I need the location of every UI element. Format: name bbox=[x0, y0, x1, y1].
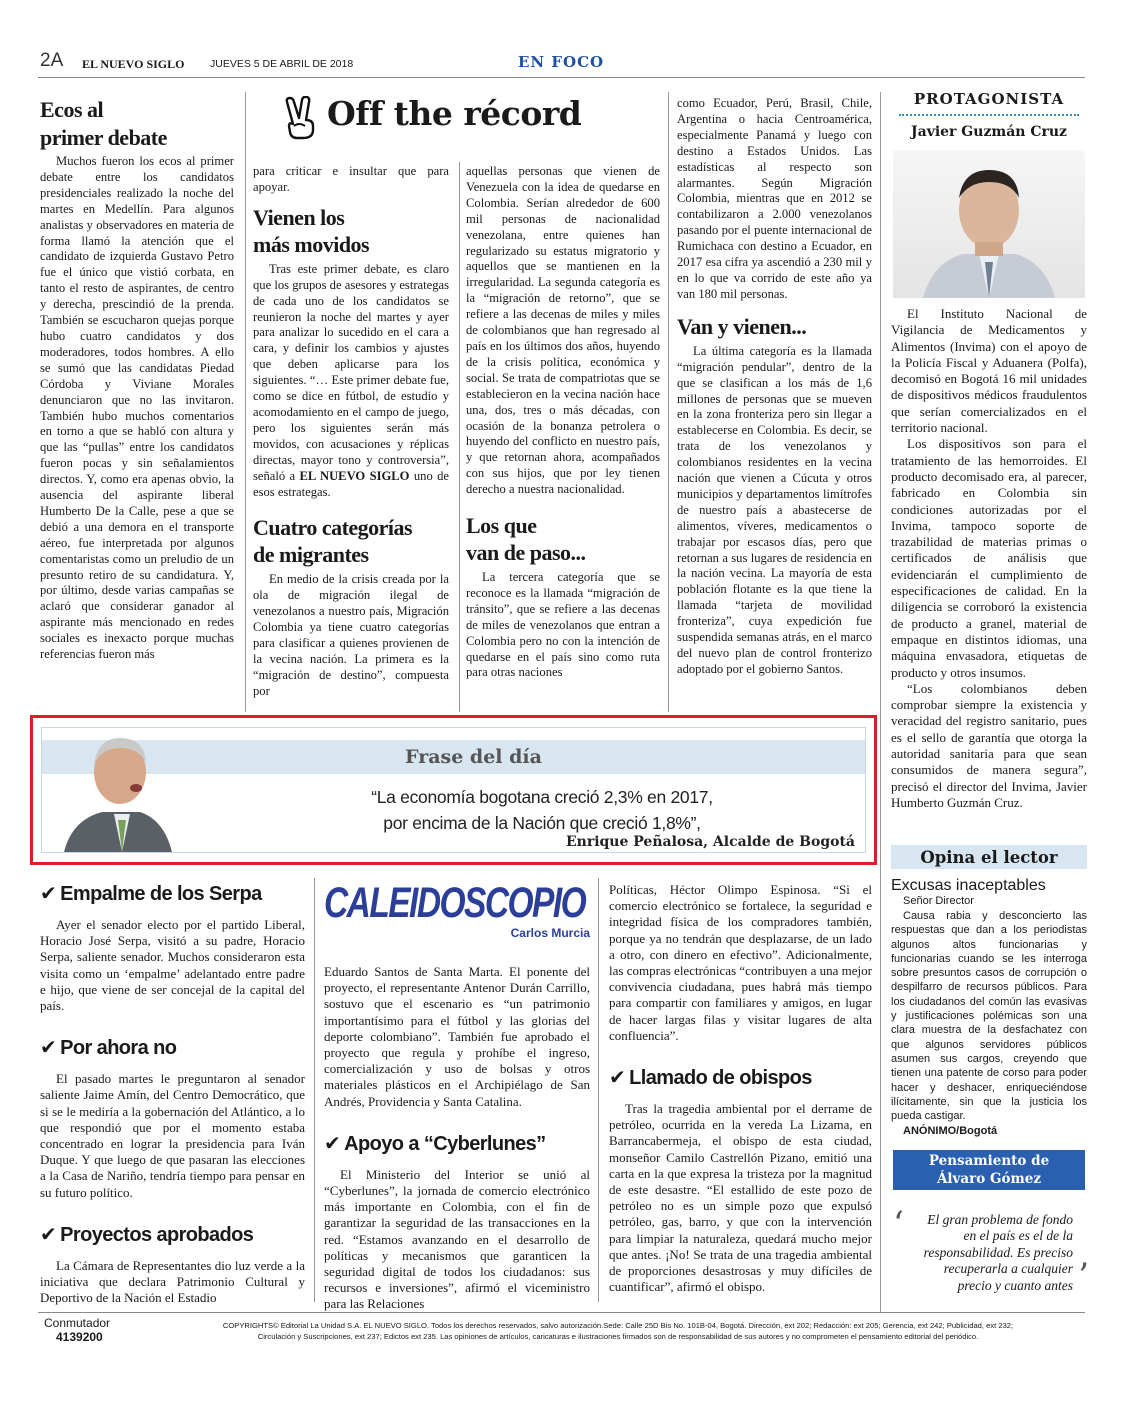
frase-quote: “La economía bogotana creció 2,3% en 2017, por encima de la Nación que creció 1,8%”, bbox=[371, 787, 713, 833]
frase-photo bbox=[60, 722, 180, 852]
caleidoscopio-title: CALEIDOSCOPIO bbox=[324, 879, 586, 927]
opina-signature: ANÓNIMO/Bogotá bbox=[903, 1125, 998, 1138]
opina-box bbox=[891, 845, 1087, 1137]
proyectos-title: ✔ Proyectos aprobados bbox=[40, 1221, 254, 1246]
ecos-article bbox=[40, 96, 234, 718]
empalme-body: Ayer el senador electo por el partido Liberal, Horacio José Serpa, visitó a su padre, Horacio Serpa, saliente senador. Muchos consideraron esta visita como un ‘empalme’ adelantado entre padre e hijo, que viene de ser concejal de la capital del país. bbox=[40, 917, 305, 1014]
opina-label: Opina el lector bbox=[891, 845, 1087, 869]
migration-col3 bbox=[466, 164, 660, 682]
van-paso-title: Los que van de paso... bbox=[466, 513, 586, 566]
off-record-heading bbox=[283, 94, 623, 144]
por-ahora-title: ✔ Por ahora no bbox=[40, 1035, 177, 1060]
por-ahora-body: El pasado martes le preguntaron al senador saliente Jaime Amín, del Centro Democrático, que si se le mediría a la gobernación del Atlántico, a lo que respondió que por el momento estaba concentrado en lograr la presidencia para Iván Duque. Y que luego de que pasaran las elecciones a la Casa de Nariño, tendría tiempo para pensar en su futuro político. bbox=[40, 1071, 305, 1200]
bottom-col1 bbox=[40, 880, 305, 1306]
opina-title: Excusas inaceptables bbox=[891, 877, 1046, 894]
pensamiento-quote: El gran problema de fondo en el país es el de la responsabilidad. Es preciso recuperarla a cualquier precio y cuanto antes bbox=[923, 1212, 1073, 1293]
frase-title: Frase del día bbox=[405, 746, 542, 768]
apoyo-title: ✔ Apoyo a “Cyberlunes” bbox=[324, 1130, 546, 1155]
protagonista-photo bbox=[893, 150, 1085, 298]
page-number: 2A bbox=[40, 50, 64, 71]
protagonista-label: PROTAGONISTA bbox=[913, 90, 1065, 108]
caleidoscopio-body: Eduardo Santos de Santa Marta. El ponente del proyecto, el representante Antenor Durán Carrillo, sostuvo que el escenario es “un patrimonio importantísimo para el fútbol y las glorias del deporte colombiano”. También fue aprobado el proyecto que regula y prohíbe el ingreso, comercialización y uso de bolsas y otros materiales plásticos en el Archipiélago de San Andrés, Providencia y Santa Catalina. bbox=[324, 964, 590, 1109]
close-quote-icon: ’ bbox=[1078, 1256, 1089, 1296]
section-name: EN FOCO bbox=[518, 53, 605, 71]
empalme-title: ✔ Empalme de los Serpa bbox=[40, 881, 262, 905]
portrait-icon bbox=[60, 722, 180, 852]
cuatro-title: Cuatro categorías de migrantes bbox=[253, 515, 413, 568]
portrait-icon bbox=[893, 150, 1085, 298]
vienen-body: Tras este primer debate, es claro que los grupos de asesores y estrategas de cada uno de los candidatos se reunieron la noche del martes y ayer para analizar lo sucedido en el cara a cara, y definir los cambios y ajustes que deben aplicarse para los siguientes. “… Este primer debate fue, como se dice en fútbol, de estudio y acomodamiento en el campo de juego, pero los siguientes serán más movidos, con acusaciones y réplicas directas, mayor tono y controversia”, señaló a EL NUEVO SIGLO uno de esos estrategas. bbox=[253, 261, 449, 499]
ecos-body: Muchos fueron los ecos al primer debate entre los candidatos presidenciales realizado la noche del martes en Medellín. Para algunos analistas y observadores en materia de forma llamó la atención que el candidato de izquierda Gustavo Petro fue el único que vistió corbata, en tanto el resto de aspirantes, de centro y derecha, prescindió de la prenda. También se escucharon quejas porque hubo cuatro candidatos y dos moderadores, todos hombres. A ello se sumó que las candidatas Piedad Córdoba y Viviane Morales denunciaron que no las invitaron. También hubo muchos comentarios en torno a que se habló con altura y que las “pullas” entre los candidatos fueron pocas y sin señalamientos directos. Y, como era apenas obvio, la ausencia del aspirante liberal Humberto De la Calle, pese a que se debió a una demora en el transporte aéreo, fue interpretada por algunos comentaristas como un preludio de un presunto retiro de su candidatura. Y, por último, desde varias campañas se aclaró que considerar ganador al aspirante más mencionado en redes sociales es inexacto porque muchas referencias fueron más bbox=[40, 154, 234, 662]
vienen-lead: para criticar e insultar que para apoyar. bbox=[253, 164, 449, 194]
col3-body: aquellas personas que vienen de Venezuela con la idea de quedarse en Colombia. Serían alrededor de 600 mil personas de nacionalidad venezolana, entre quienes han regularizado su estatus migratorio y aquellos que se mantienen en la irregularidad. La segunda categoría es la “migración de retorno”, que se refiere a las decenas de miles y miles de colombianos que han regresado al país en los últimos dos años, huyendo de la crisis política, económica y social. Se trata de compatriotas que se establecieron en la vecina nación hace una, dos, tres o más décadas, con ocasión de la bonanza petrolera o huyendo del conflicto en nuestro país, y que retornan ahora, acompañados con sus hijos, que por ley tienen derecho a nuestra nacionalidad. bbox=[466, 164, 660, 497]
conmutador: Conmutador 4139200 bbox=[44, 1316, 111, 1344]
llamado-title: ✔ Llamado de obispos bbox=[609, 1065, 812, 1090]
col4-body: como Ecuador, Perú, Brasil, Chile, Argentina o hacia Centroamérica, especialmente Panamá y luego con destino a Estados Unidos. Las estadísticas al respecto son alarmantes. Según Migración Colombia, mientras que en 2012 se contabilizaron a 2.000 venezolanos pasando por el puente internacional de Rumichaca con destino a Ecuador, en 2017 esa cifra ya ascendió a 230 mil y en lo que va corrido de este año ya van 180 mil personas. bbox=[677, 96, 872, 301]
caleidoscopio-column bbox=[324, 876, 590, 1313]
pensamiento-box bbox=[893, 1150, 1089, 1296]
issue-date: JUEVES 5 DE ABRIL DE 2018 bbox=[210, 58, 354, 70]
footer-copyright: COPYRIGHTS© Editorial La Unidad S.A. EL NUEVO SIGLO. Todos los derechos reservados, salvo autorización.Sede: Calle 25D Bis No. 101B-04, Bogotá. Dirección, ext 202; Redacción: ext 205; Gerencia, ext 242; Publicidad, ext 232; Circulación y Suscripciones, ext 237; Edictos ext 235. Las opiniones de artículos, caricaturas e ilustraciones firmados son de responsabilidad de sus autores y no comprometen el pensamiento editorial del periódico. bbox=[222, 1321, 1014, 1341]
open-quote-icon: ‘ bbox=[893, 1204, 904, 1244]
protagonista-body: El Instituto Nacional de Vigilancia de Medicamentos y Alimentos (Invima) con el apoyo de la Policía Fiscal y Aduanera (Polfa), decomisó en Bogotá 16 mil unidades de dispositivos médicos fraudulentos que serían comercializados en el territorio nacional. Los dispositivos son para el tratamiento de las hemorroides. El producto decomisado era, al parecer, fabricado en Colombia sin condiciones autorizadas por el Invima, tampoco soporte de trazabilidad de materias primas o certificados de análisis que evidenciarán el cumplimiento de especificaciones de calidad. En la diligencia se corroboró la existencia de producto a granel, material de empaque en distintos idiomas, una máquina envasadora, etiquetas de producto y otros insumos. “Los colombianos deben comprobar siempre la existencia y veracidad del registro sanitario, pues es el sello de garantía que otorga la autoridad sanitaria para que sean consumidos de manera segura”, precisó el director del Invima, Javier Humberto Guzmán Cruz. bbox=[891, 306, 1087, 810]
col4-body2: La última categoría es la llamada “migración pendular”, dentro de la que se clasifican a los más de 1,6 millones de personas que se mueven en la zona fronteriza pero sin llegar a establecerse en Colombia. Es decir, se trata de los venezolanos y colombianos residentes en la vecina nación que vienen a Cúcuta y otros municipios y departamentos limítrofes de nuestro país a abastecerse de alimentos, víveres, medicamentos o trabajar por escasos días, pero que retornan a sus lugares de residencia en la nación vecina. La mayoría de esta población flotante es la que tiene la llamada “tarjeta de movilidad fronteriza”, cuya expedición fue suspendida semanas atrás, en el marco del nuevo plan de control fronterizo adoptado por el gobierno Santos. bbox=[677, 343, 872, 676]
paper-name: EL NUEVO SIGLO bbox=[82, 57, 185, 71]
footer bbox=[40, 1316, 1085, 1348]
ecos-title: Ecos al primer debate bbox=[40, 97, 167, 150]
col3-body2: La tercera categoría que se reconoce es la llamada “migración de tránsito”, que se refiere a las decenas de miles de venezolanos que entran a Colombia pero no con la intención de quedarse en el país sino como ruta para otras naciones bbox=[466, 570, 660, 680]
van-vienen-title: Van y vienen... bbox=[677, 313, 807, 339]
page-header bbox=[38, 52, 1085, 78]
bottom-col3 bbox=[609, 882, 872, 1295]
opina-body: Causa rabia y desconcierto las respuestas que dan a los periodistas algunos altos funcionarias y funcionarias cuando se les interroga sobre presuntos casos de corrupción o despilfarro de recursos públicos. Para los ciudadanos del común las evasivas y justificaciones polémicas son una clara muestra de la desfachatez con que algunos servidores públicos asumen sus cargos, creyendo que tienen una patente de corso para poder hacer y deshacer, enriqueciéndose ilícitamente, sin que la justicia los pueda castigar. bbox=[891, 910, 1087, 1123]
cuatro-body: En medio de la crisis creada por la ola de migración ilegal de venezolanos a nuestro país, Migración Colombia ya tiene cuatro categorías para clasificar a quienes provienen de la vecina nación. La primera es la “migración de destino”, compuesta por bbox=[253, 572, 449, 698]
checkmark-icon: ✔ bbox=[40, 881, 57, 905]
victory-hand-icon bbox=[283, 96, 317, 140]
col-right-bottom-body: Políticas, Héctor Olimpo Espinosa. “Si el comercio electrónico se fortalece, la seguridad e integridad física de los compradores también, porque ya no tendrán que desplazarse, de un lado a otro, con dinero en efectivo”. Adicionalmente, las compras electrónicas “contribuyen a una mejor convivencia ciudadana, pues habrá más tiempo para compartir con familiares y amigos, en lugar de hacer largas filas y visitar lugares de alta confluencia”. bbox=[609, 882, 872, 1043]
pensamiento-label: Pensamiento de Álvaro Gómez bbox=[893, 1150, 1085, 1190]
frase-author: Enrique Peñalosa, Alcalde de Bogotá bbox=[565, 834, 855, 850]
frase-del-dia-box bbox=[30, 715, 877, 865]
proyectos-body: La Cámara de Representantes dio luz verde a la iniciativa que declara Patrimonio Cultural y Deportivo de la Nación el Estadio bbox=[40, 1257, 305, 1306]
checkmark-icon: ✔ bbox=[324, 1130, 341, 1155]
apoyo-body: El Ministerio del Interior se unió al “Cyberlunes”, la jornada de comercio electrónico más importante en Colombia, con el fin de garantizar la seguridad de las transacciones en la red. “Estamos avanzando en el desarrollo de políticas y mecanismos que garanticen la seguridad digital de todos los ciudadanos: sus recursos e inversiones”, afirmó el viceministro para las Relaciones bbox=[324, 1166, 590, 1312]
checkmark-icon: ✔ bbox=[40, 1035, 57, 1060]
checkmark-icon: ✔ bbox=[609, 1065, 626, 1090]
vienen-article bbox=[253, 164, 449, 698]
opina-salutation: Señor Director bbox=[903, 895, 974, 907]
protagonista-name: Javier Guzmán Cruz bbox=[911, 124, 1067, 140]
checkmark-icon: ✔ bbox=[40, 1221, 57, 1246]
migration-col4 bbox=[677, 96, 872, 716]
off-record-title: Off the récord bbox=[327, 94, 582, 133]
caleidoscopio-author: Carlos Murcia bbox=[510, 926, 590, 940]
llamado-body: Tras la tragedia ambiental por el derrame de petróleo, ocurrida en la vereda La Lizama, en Barrancabermeja, el obispo de esta ciudad, monseñor Camilo Castrellón Pizano, emitió una carta en la que expresa la tristeza por la magnitud de este desastre. “El estallido de este pozo de petróleo no es un simple pozo que expulsó petróleo, gas, barro, y que con la intervención para limpiar la naturaleza, quedará mucho mejor que antes. ¡No! Se trata de una tragedia ambiental de proporciones desastrosas y muy difíciles de cuantificar”, afirmó el obispo. bbox=[609, 1101, 872, 1295]
vienen-title: Vienen los más movidos bbox=[253, 204, 370, 257]
protagonista-box bbox=[891, 90, 1087, 811]
